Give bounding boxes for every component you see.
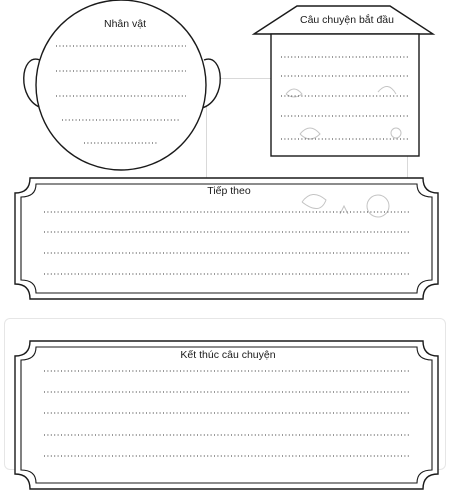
next-title: Tiếp theo: [207, 185, 251, 197]
ending-scroll-shape: [15, 341, 438, 489]
beginning-title: Câu chuyện bắt đầu: [300, 14, 394, 26]
ending-scroll-outline: [15, 341, 438, 489]
ending-title: Kết thúc câu chuyện: [180, 349, 276, 361]
character-title: Nhân vật: [86, 18, 164, 30]
beginning-house-shape: [254, 6, 433, 156]
